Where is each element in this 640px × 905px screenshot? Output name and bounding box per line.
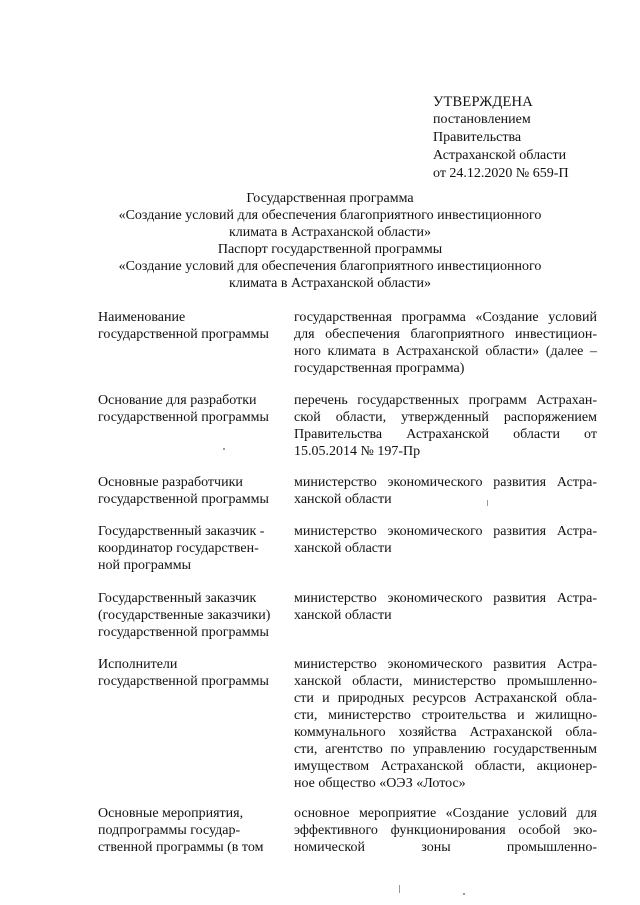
row-value [294, 474, 597, 508]
value-line: для обеспечения благоприятного инвестицион- [294, 327, 597, 342]
heading-line: «Создание условий для обеспечения благоприятного инвестиционного [118, 259, 542, 274]
row-value [294, 656, 597, 792]
approval-date: от 24.12.2020 № 659-П [433, 166, 569, 181]
value-line: министерство экономического развития Астра- [294, 475, 597, 490]
value-line: ской области, утвержденный распоряжением [294, 410, 597, 425]
label-line: Исполнители [98, 657, 178, 672]
approval-line: Правительства [433, 130, 522, 145]
heading-line: Государственная программа [246, 191, 414, 206]
label-line: Государственный заказчик - [98, 524, 265, 539]
approval-title: УТВЕРЖДЕНА [433, 94, 533, 110]
approval-stamp [433, 93, 569, 183]
row-label [98, 392, 288, 426]
row-label [98, 309, 288, 343]
value-line: ханской области [294, 608, 392, 623]
value-line: министерство экономического развития Астра- [294, 591, 597, 606]
label-line: Государственный заказчик [98, 591, 257, 606]
scan-speck [487, 500, 488, 506]
value-line: сти, агентство по управлению государственным [294, 742, 597, 757]
value-line: коммунального хозяйства Астраханской обла- [294, 725, 597, 740]
value-line: сти и природных ресурсов Астраханской обла- [294, 691, 597, 706]
label-line: ной программы [98, 558, 192, 573]
document-heading [80, 190, 580, 292]
row-value [294, 523, 597, 557]
value-line: эффективного функционирования особой эко- [294, 823, 597, 838]
scan-speck [463, 893, 465, 895]
heading-line: климата в Астраханской области» [228, 225, 432, 240]
label-line: подпрограммы государ- [98, 823, 241, 838]
value-line: ное общество «ОЭЗ «Лотос» [294, 776, 466, 791]
label-line: Основание для разработки [98, 393, 257, 408]
value-line: сти, министерство строительства и жилищно- [294, 708, 597, 723]
row-value [294, 309, 597, 377]
row-value [294, 805, 597, 856]
label-line: государственной программы [98, 410, 269, 425]
value-line: государственная программа «Создание условий [294, 310, 597, 325]
value-line: перечень государственных программ Астрахан- [294, 393, 597, 408]
label-line: (государственные заказчики) [98, 608, 271, 623]
heading-line: «Создание условий для обеспечения благоприятного инвестиционного [118, 208, 542, 223]
value-line: имуществом Астраханской области, акционер- [294, 759, 597, 774]
approval-line: постановлением [433, 112, 531, 127]
row-label [98, 474, 288, 508]
heading-line: Паспорт государственной программы [217, 242, 443, 257]
label-line: Основные мероприятия, [98, 806, 244, 821]
value-line: номической зоны промышленно- [294, 840, 597, 855]
label-line: Наименование [98, 310, 186, 325]
value-line: министерство экономического развития Астра- [294, 657, 597, 672]
label-line: государственной программы [98, 674, 269, 689]
approval-line: Астраханской области [433, 148, 567, 163]
value-line: министерство экономического развития Астра- [294, 524, 597, 539]
row-value [294, 590, 597, 624]
row-label [98, 590, 288, 641]
value-line: ного климата в Астраханской области» (далее – [294, 344, 597, 359]
value-line: основное мероприятие «Создание условий для [294, 806, 597, 821]
scan-speck [399, 885, 400, 893]
row-label [98, 656, 288, 690]
label-line: Основные разработчики [98, 475, 243, 490]
label-line: ственной программы (в том [98, 840, 264, 855]
heading-line: климата в Астраханской области» [228, 276, 432, 291]
value-line: ханской области, министерство промышленно- [294, 674, 597, 689]
value-line: ханской области [294, 541, 392, 556]
row-label [98, 523, 288, 574]
value-line: 15.05.2014 № 197-Пр [294, 444, 421, 459]
label-line: государственной программы [98, 327, 269, 342]
row-label [98, 805, 288, 856]
label-line: координатор государствен- [98, 541, 259, 556]
value-line: Правительства Астраханской области от [294, 427, 597, 442]
row-value [294, 392, 597, 460]
label-line: государственной программы [98, 625, 269, 640]
scan-speck [223, 448, 225, 450]
label-line: государственной программы [98, 492, 269, 507]
value-line: ханской области [294, 492, 392, 507]
value-line: государственная программа) [294, 361, 465, 376]
